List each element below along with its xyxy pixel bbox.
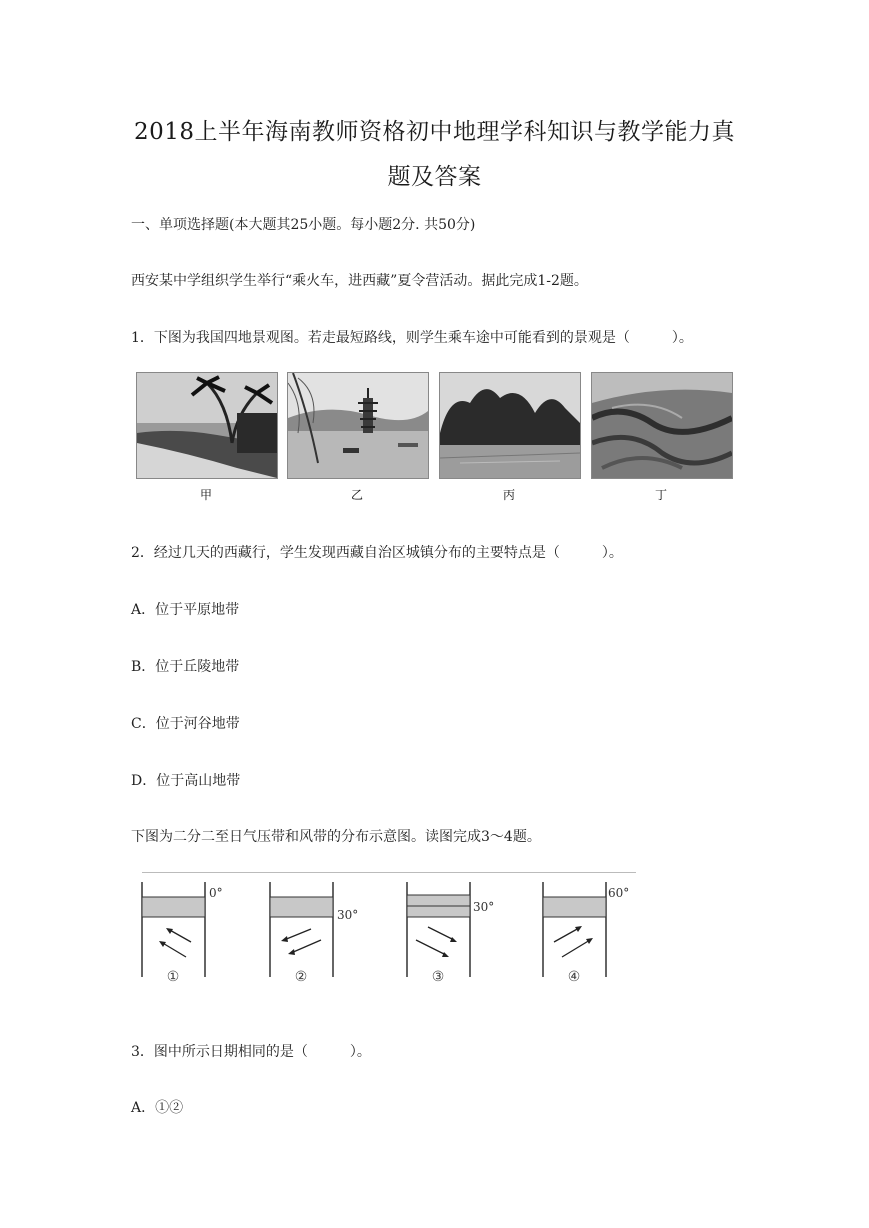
pagoda-lake-photo bbox=[287, 372, 429, 479]
question-3: 3．图中所示日期相同的是（ ）。 bbox=[131, 1044, 371, 1060]
intro-questions-3-4: 下图为二分二至日气压带和风带的分布示意图。读图完成3～4题。 bbox=[131, 829, 541, 845]
pressure-wind-belt-diagram bbox=[136, 868, 640, 998]
question-2: 2．经过几天的西藏行，学生发现西藏自治区城镇分布的主要特点是（ ）。 bbox=[131, 545, 623, 561]
photo-label-bing: 丙 bbox=[502, 488, 515, 502]
panel-label-3: ③ bbox=[431, 969, 445, 985]
panel-label-1: ① bbox=[166, 969, 180, 985]
degree-label-3: 30° bbox=[473, 900, 495, 914]
landscape-photos bbox=[136, 372, 736, 507]
degree-label-1: 0° bbox=[209, 886, 223, 900]
document-title-line-2: 题及答案 bbox=[387, 164, 482, 190]
photo-label-jia: 甲 bbox=[199, 488, 212, 502]
loess-plateau-photo bbox=[591, 372, 733, 479]
section-heading: 一、单项选择题(本大题其25小题。每小题2分. 共50分) bbox=[131, 217, 476, 233]
karst-river-photo bbox=[439, 372, 581, 479]
panel-label-4: ④ bbox=[567, 969, 581, 985]
q2-option-c: C．位于河谷地带 bbox=[131, 716, 240, 732]
photo-label-yi: 乙 bbox=[350, 488, 363, 502]
q3-option-a: A．①② bbox=[131, 1100, 184, 1116]
panel-label-2: ② bbox=[294, 969, 308, 985]
document-title-line-1: 2018上半年海南教师资格初中地理学科知识与教学能力真 bbox=[133, 119, 736, 145]
beach-palm-photo bbox=[136, 372, 278, 479]
photo-label-ding: 丁 bbox=[654, 488, 667, 502]
q2-option-d: D．位于高山地带 bbox=[131, 773, 241, 789]
q2-option-a: A．位于平原地带 bbox=[131, 602, 240, 618]
intro-questions-1-2: 西安某中学组织学生举行“乘火车，进西藏”夏令营活动。据此完成1-2题。 bbox=[131, 273, 588, 289]
degree-label-4: 60° bbox=[608, 886, 630, 900]
question-1: 1．下图为我国四地景观图。若走最短路线，则学生乘车途中可能看到的景观是（ ）。 bbox=[131, 330, 693, 346]
degree-label-2: 30° bbox=[337, 908, 359, 922]
q2-option-b: B．位于丘陵地带 bbox=[131, 659, 240, 675]
diagram-top-rule bbox=[142, 872, 636, 873]
